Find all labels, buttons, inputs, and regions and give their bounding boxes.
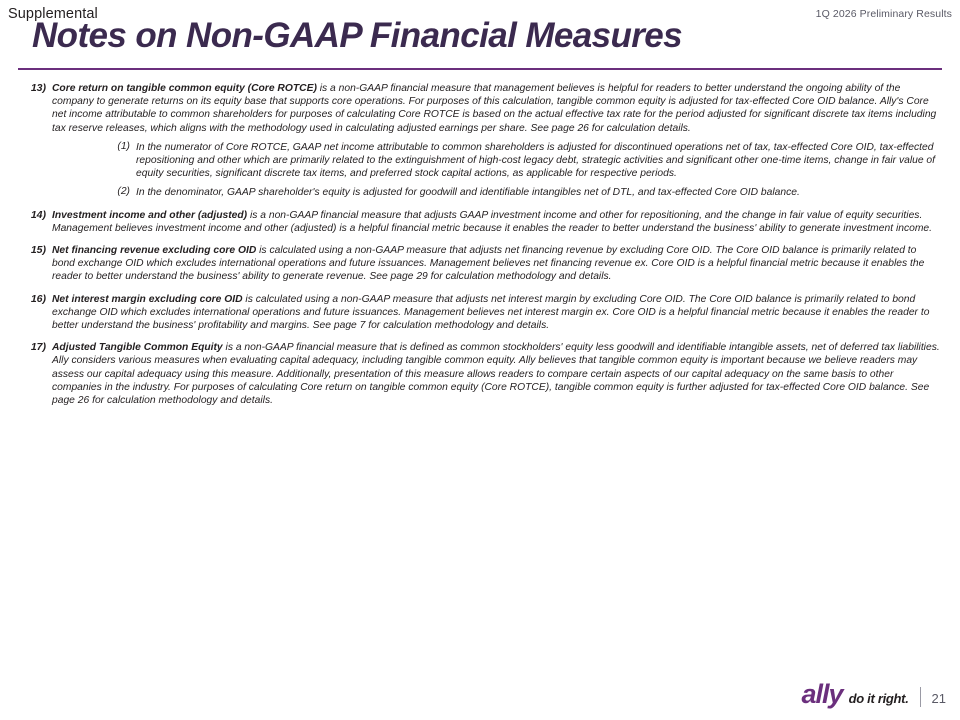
note-text: [52, 341, 942, 407]
sublist-text: In the numerator of Core ROTCE, GAAP net income attributable to common shareholders is adjusted for discontinued operations net of tax, tax-effected Core OID, tax-effected repositioning and other which are primarily related to the extinguishment of high-cost legacy debt, strategic activities and significant other one-time items, change in fair value of equity securities, significant discrete tax items, and preferred stock capital actions, as applicable for respective periods.: [136, 141, 936, 180]
sublist-item: [110, 141, 942, 181]
note-text: [52, 293, 942, 333]
ally-logo: ally: [801, 679, 843, 709]
note-lead: Core return on tangible common equity (Core ROTCE): [52, 83, 317, 94]
ally-tagline: do it right.: [848, 691, 909, 707]
note-body: is a non-GAAP financial measure that is defined as common stockholders' equity less goodwill and identifiable intangible assets, net of deferred tax liabilities. Ally considers various measures when evaluating capital adequacy, including tangible common equity. Ally believes that tangible common equity is important because we believe readers may assess our capital adequacy using this measure. Additionally, presentation of this measure allows readers to compare certain aspects of our capital adequacy on the same basis to other companies in the industry. For purposes of calculating Core return on tangible common equity (Core ROTCE), tangible common equity is further adjusted for tax-effected Core OID balance. See page 26 for calculation methodology and details.: [52, 342, 940, 407]
note-text: [52, 209, 942, 235]
page-number: 21: [931, 691, 946, 707]
note-text: [52, 82, 942, 135]
note-body: is a non-GAAP financial measure that management believes is helpful for readers to better understand the ongoing ability of the company to generate returns on its equity base that supports core operations. For purposes of this calculation, tangible common equity is adjusted for tax-effected Core OID balance. Ally's Core net income attributable to common shareholders for purposes of calculating Core ROTCE is based on the actual effective tax rate for the period adjusted for significant discrete tax items including tax reserve releases, which aligns with the methodology used in calculating adjusted earnings per share. See page 26 for calculation details.: [52, 83, 937, 134]
note-number: 13): [30, 82, 46, 94]
sublist-number: (2): [117, 186, 130, 198]
note-body: is a non-GAAP financial measure that adjusts GAAP investment income and other for repositioning, and the change in fair value of equity securities. Management believes investment income and other (adjusted) is a helpful financial metric because it enables the reader to better understand the business' ability to generate investment income.: [52, 209, 932, 234]
supplemental-label: Supplemental: [8, 6, 98, 22]
note-item: [18, 82, 942, 200]
note-lead: Adjusted Tangible Common Equity: [52, 342, 223, 354]
results-period-label: 1Q 2026 Preliminary Results: [815, 8, 952, 20]
note-text: [52, 244, 942, 284]
note-item: [18, 209, 942, 235]
sublist-item: [110, 186, 942, 199]
note-lead: Investment income and other (adjusted): [52, 209, 248, 221]
page-title: Notes on Non-GAAP Financial Measures: [32, 16, 682, 55]
note-item: [18, 293, 942, 333]
note-number: 15): [30, 244, 46, 257]
sublist-text: In the denominator, GAAP shareholder's equity is adjusted for goodwill and identifiable intangibles net of DTL, and tax-effected Core OID balance.: [136, 187, 800, 199]
footer-divider: [920, 687, 921, 707]
note-body: is calculated using a non-GAAP measure that adjusts net financing revenue by excluding Core OID. The Core OID balance is primarily related to bond exchange OID which excludes international operations and future issuances. Management believes net financing revenue ex. Core OID is a helpful financial metric because it enables the reader to better understand the business' ability to generate revenue. See page 29 for calculation methodology and details.: [52, 245, 925, 283]
note-number: 14): [30, 208, 46, 221]
sublist-number: (1): [117, 140, 130, 152]
note-number: 16): [30, 292, 46, 305]
notes-list: [18, 82, 942, 416]
note-sublist: [52, 141, 942, 200]
note-number: 17): [30, 341, 46, 354]
note-body: is calculated using a non-GAAP measure that adjusts net interest margin by excluding Core OID. The Core OID balance is primarily related to bond exchange OID which excludes international operations and future issuances. Management believes net interest margin ex. Core OID is a helpful financial metric because it enables the reader to better understand the business' profitability and margins. See page 7 for calculation methodology and details.: [52, 293, 930, 332]
note-item: [18, 244, 942, 284]
slide-footer: [802, 681, 946, 708]
title-divider: [18, 68, 942, 70]
note-item: [18, 341, 942, 407]
note-lead: Net interest margin excluding core OID: [52, 293, 243, 305]
note-lead: Net financing revenue excluding core OID: [52, 245, 257, 257]
